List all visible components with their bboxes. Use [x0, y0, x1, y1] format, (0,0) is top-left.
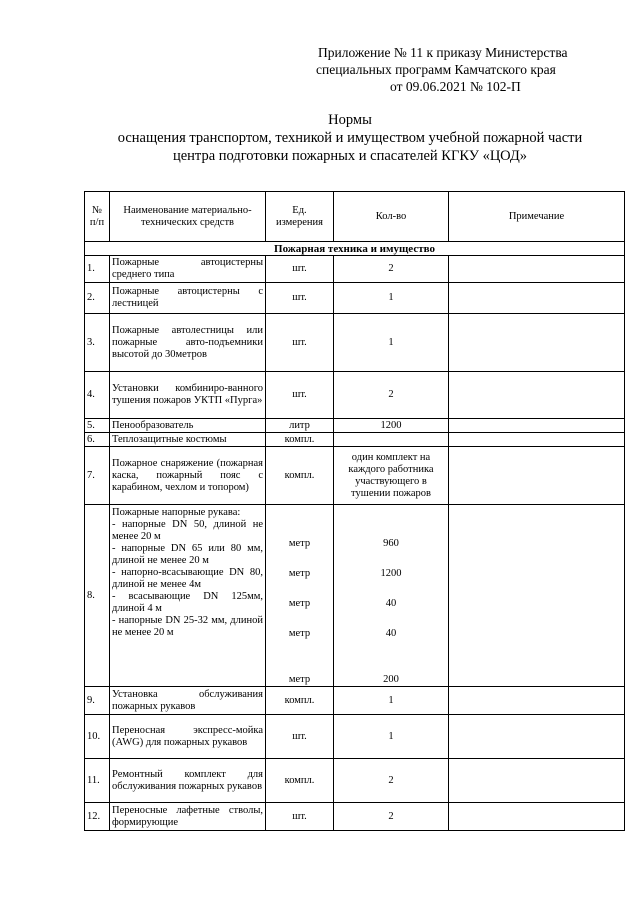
- table-row: [85, 759, 625, 803]
- table-row: [85, 447, 625, 505]
- row-name: Переносные лафетные стволы, формирующие: [110, 803, 266, 831]
- hose-qty: 1200: [380, 568, 402, 579]
- row-unit: шт.: [266, 372, 334, 419]
- row-name: Переносная экспресс-мойка (AWG) для пожарных рукавов: [110, 715, 266, 759]
- row-num: 5.: [85, 419, 110, 433]
- row-num: 8.: [85, 505, 110, 687]
- hose-item: - всасывающие DN 125мм, длиной 4 м: [112, 591, 263, 614]
- row-qty: 1: [334, 715, 449, 759]
- row-name: Установки комбиниро-ванного тушения пожаров УКТП «Пурга»: [110, 372, 266, 419]
- row-unit: шт.: [266, 314, 334, 372]
- row-num: 12.: [85, 803, 110, 831]
- title-line-2: оснащения транспортом, техникой и имуществом учебной пожарной части: [117, 130, 583, 146]
- hose-item: - напорно-всасывающие DN 80, длиной не менее 4м: [112, 567, 263, 590]
- row-num: 10.: [85, 715, 110, 759]
- hose-unit: метр: [288, 628, 311, 639]
- table-row: [85, 256, 625, 283]
- row-unit: шт.: [266, 283, 334, 314]
- section-row: [85, 242, 625, 256]
- table-row: [85, 715, 625, 759]
- row-qty: 2: [334, 759, 449, 803]
- row-num: 7.: [85, 447, 110, 505]
- title-line-1: Нормы: [328, 112, 372, 128]
- table-row: [85, 803, 625, 831]
- row-unit: [266, 505, 334, 687]
- row-name: Теплозащитные костюмы: [110, 433, 266, 447]
- row-unit: шт.: [266, 256, 334, 283]
- section-title: Пожарная техника и имущество: [85, 242, 625, 256]
- row-note: [449, 687, 625, 715]
- row-name: [110, 505, 266, 687]
- row-qty: 2: [334, 372, 449, 419]
- row-qty: 1: [334, 687, 449, 715]
- appendix-header: [300, 44, 610, 95]
- header-note: Примечание: [449, 192, 625, 242]
- row-qty: 1: [334, 283, 449, 314]
- table-header-row: [85, 192, 625, 242]
- row-qty: 1: [334, 314, 449, 372]
- header-qty: Кол-во: [334, 192, 449, 242]
- row-num: 6.: [85, 433, 110, 447]
- row-num: 9.: [85, 687, 110, 715]
- row-note: [449, 447, 625, 505]
- row-unit: компл.: [266, 433, 334, 447]
- header-name: Наименование материально-технических средств: [110, 192, 266, 242]
- hose-qty: 40: [385, 628, 397, 639]
- row-note: [449, 372, 625, 419]
- hose-item: - напорные DN 65 или 80 мм, длиной не менее 20 м: [112, 543, 263, 566]
- row-note: [449, 283, 625, 314]
- row-unit: компл.: [266, 447, 334, 505]
- table-row-hoses: [85, 505, 625, 687]
- row-name: Пожарное снаряжение (пожарная каска, пожарный пояс с карабином, чехлом и топором): [110, 447, 266, 505]
- title-line-3: центра подготовки пожарных и спасателей КГКУ «ЦОД»: [172, 148, 528, 164]
- header-unit: Ед. измерения: [266, 192, 334, 242]
- hose-unit: метр: [288, 598, 311, 609]
- row-qty: 2: [334, 803, 449, 831]
- hose-item: - напорные DN 50, длиной не менее 20 м: [112, 519, 263, 542]
- table-row: [85, 372, 625, 419]
- appendix-line-3: от 09.06.2021 № 102-П: [390, 79, 521, 94]
- hoses-intro: Пожарные напорные рукава:: [112, 507, 241, 518]
- header-num: № п/п: [85, 192, 110, 242]
- row-note: [449, 505, 625, 687]
- table-row: [85, 687, 625, 715]
- row-name: Пенообразователь: [110, 419, 266, 433]
- row-unit: компл.: [266, 687, 334, 715]
- hose-unit: метр: [288, 538, 311, 549]
- hose-qty: 200: [383, 674, 399, 685]
- row-note: [449, 759, 625, 803]
- appendix-line-1: Приложение № 11 к приказу Министерства: [318, 45, 568, 60]
- row-num: 1.: [85, 256, 110, 283]
- row-unit: шт.: [266, 803, 334, 831]
- row-num: 4.: [85, 372, 110, 419]
- row-name: Ремонтный комплект для обслуживания пожарных рукавов: [110, 759, 266, 803]
- appendix-line-2: специальных программ Камчатского края: [316, 62, 556, 77]
- row-num: 3.: [85, 314, 110, 372]
- row-unit: компл.: [266, 759, 334, 803]
- table-row: [85, 419, 625, 433]
- row-note: [449, 314, 625, 372]
- document-title: [60, 111, 640, 165]
- row-note: [449, 433, 625, 447]
- row-name: Пожарные автолестницы или пожарные авто-подъемники высотой до 30метров: [110, 314, 266, 372]
- row-qty: 1200: [334, 419, 449, 433]
- hose-qty: 40: [385, 598, 397, 609]
- row-note: [449, 419, 625, 433]
- table-row: [85, 433, 625, 447]
- row-unit: литр: [266, 419, 334, 433]
- table-row: [85, 314, 625, 372]
- hose-unit: метр: [288, 568, 311, 579]
- row-name: Пожарные автоцистерны среднего типа: [110, 256, 266, 283]
- hose-qty: 960: [383, 538, 399, 549]
- row-qty: [334, 505, 449, 687]
- row-name: Пожарные автоцистерны с лестницей: [110, 283, 266, 314]
- row-unit: шт.: [266, 715, 334, 759]
- row-name: Установка обслуживания пожарных рукавов: [110, 687, 266, 715]
- row-num: 2.: [85, 283, 110, 314]
- row-qty: один комплект на каждого работника участвующего в тушении пожаров: [334, 447, 449, 505]
- row-num: 11.: [85, 759, 110, 803]
- row-qty: [334, 433, 449, 447]
- row-qty: 2: [334, 256, 449, 283]
- hose-unit: метр: [288, 674, 311, 685]
- norms-table: [84, 191, 625, 831]
- row-note: [449, 715, 625, 759]
- row-note: [449, 256, 625, 283]
- row-note: [449, 803, 625, 831]
- hose-item: - напорные DN 25-32 мм, длиной не менее 20 м: [112, 615, 263, 638]
- table-row: [85, 283, 625, 314]
